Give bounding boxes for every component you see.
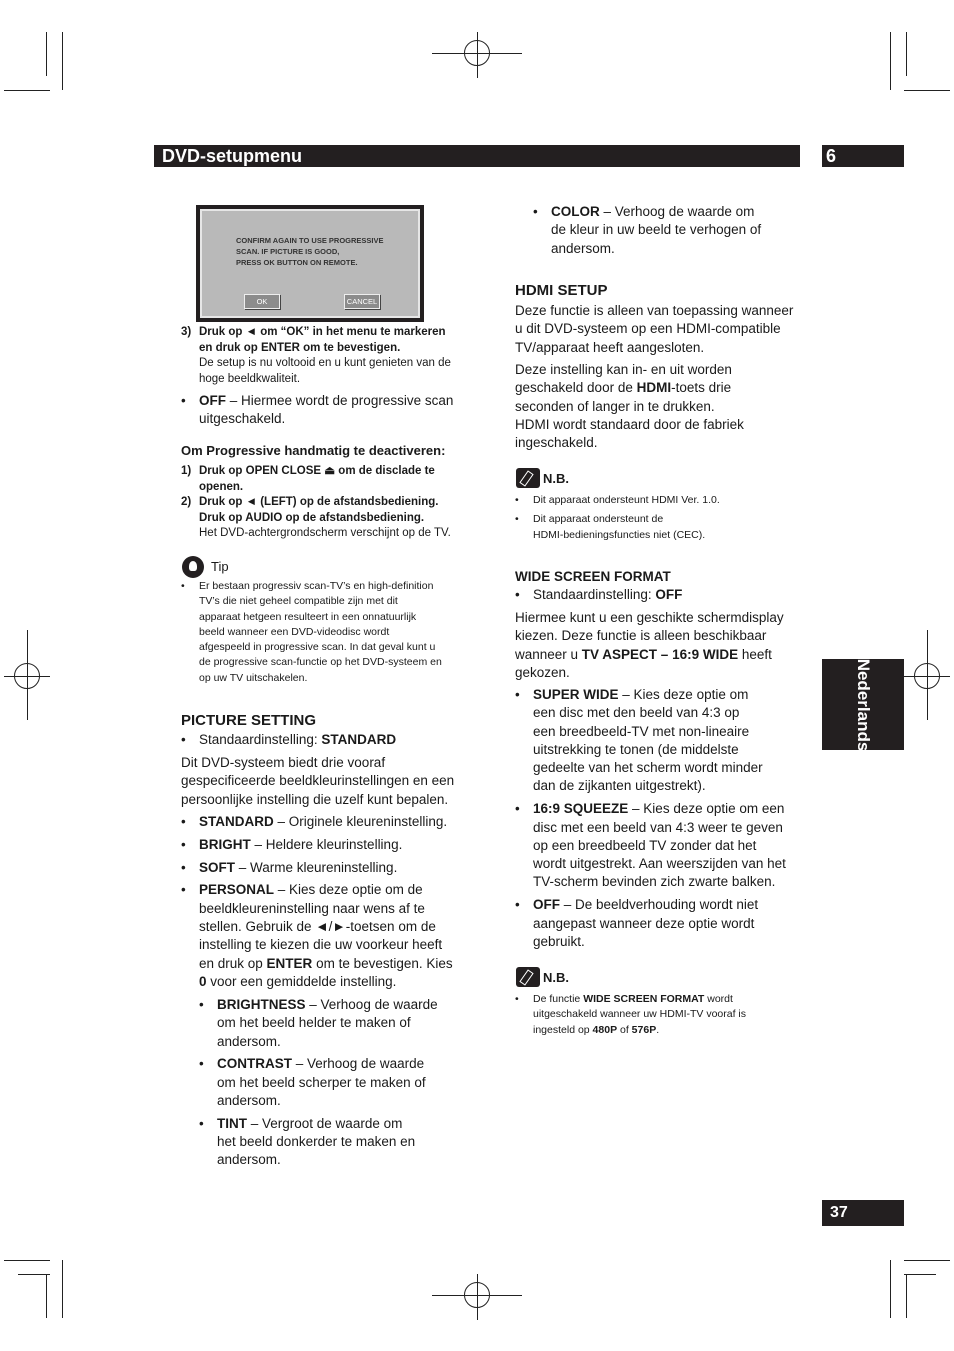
step-3: 3) Druk op ◄ om “OK” in het menu te markeren en druk op ENTER om te bevestigen. De setup is nu voltooid en u kunt genieten van de hoge beeldkwaliteit. — [181, 326, 451, 385]
page-number: 37 — [830, 1204, 848, 1221]
tv-screen-illustration — [196, 205, 424, 322]
ok-button[interactable]: OK — [244, 294, 280, 309]
confirm-message: CONFIRM AGAIN TO USE PROGRESSIVE SCAN. IF PICTURE IS GOOD, PRESS OK BUTTON ON REMOTE. — [236, 236, 384, 267]
wsf-options: • SUPER WIDE – Kies deze optie om een disc met den beeld van 4:3 op een breedbeeld-TV met non-lineaire uitstrekking te tonen (de middelste gedeelte van het scherm wordt minder dan de zijkanten uitgestrekt). • 16:9 SQUEEZE – Kies deze optie om een disc met een beeld van 4:3 weer te geven op een breedbeeld TV zonder dat het wordt uitgestrekt. Aan weerszijden van het TV-scherm bevinden zich zwarte balken. • OFF – De beeldverhouding wordt niet aangepast wanneer deze optie wordt gebruikt. — [515, 687, 786, 949]
wsf-default: • Standaardinstelling: OFF — [515, 587, 683, 602]
hdmi-intro: Deze functie is alleen van toepassing wanneer u dit DVD-systeem op een HDMI-compatible TV/apparaat heeft aangesloten. — [515, 303, 794, 355]
note-1-text: • Dit apparaat ondersteunt HDMI Ver. 1.0. • Dit apparaat ondersteunt de HDMI-bedieningsfuncties niet (CEC). — [515, 494, 720, 541]
off-bullet: • OFF – Hiermee wordt de progressive scan uitgeschakeld. — [181, 393, 454, 427]
tip-icon — [182, 556, 204, 578]
hdmi-toggle-text: Deze instelling kan in- en uit worden geschakeld door de HDMI-toets drie seconden of langer in te drukken. HDMI wordt standaard door de fabriek ingeschakeld. — [515, 362, 744, 451]
picture-setting-default: • Standaardinstelling: STANDARD — [181, 732, 397, 747]
wsf-intro: Hiermee kunt u een geschikte schermdisplay kiezen. Deze functie is alleen beschikbaar wanneer u TV ASPECT – 16:9 WIDE heeft gekozen. — [515, 610, 784, 680]
hdmi-setup-heading: HDMI SETUP — [515, 282, 608, 299]
wide-screen-format-heading: WIDE SCREEN FORMAT — [515, 569, 671, 584]
note-icon — [516, 468, 540, 488]
picture-setting-intro: Dit DVD-systeem biedt drie vooraf gespecificeerde beeldkleurinstellingen en een persoonlijke instelling die uzelf kunt bepalen. — [181, 755, 455, 807]
tip-text: • Er bestaan progressiv scan-TV’s en high-definition TV’s die niet geheel compatible zijn met dit apparaat hetgeen resulteert in een onnatuurlijk beeld wanneer een DVD-videodisc wordt afgespeeld in progressive scan. In dat geval kunt u de progressive scan-functie op het DVD-systeem en op uw TV uitschakelen. — [181, 580, 442, 684]
note-label-1: N.B. — [543, 471, 569, 486]
section-title: DVD-setupmenu — [162, 146, 303, 166]
chapter-number: 6 — [826, 146, 837, 166]
note-label-2: N.B. — [543, 970, 569, 985]
picture-options: • STANDARD – Originele kleureninstelling. • BRIGHT – Heldere kleurinstelling. • SOFT – Warme kleureninstelling. • PERSONAL – Kies deze optie om de beeldkleureninstelling naar wens af te stellen. Gebruik de ◄/►-toetsen om de instelling te kiezen die uw voorkeur heeft en druk op ENTER om te bevestigen. Kies 0 voor een gemiddelde instelling. — [181, 814, 453, 989]
language-tab — [822, 659, 904, 750]
deactivate-heading: Om Progressive handmatig te deactiveren: — [181, 443, 446, 458]
cancel-button[interactable]: CANCEL — [344, 294, 380, 309]
color-option: • COLOR – Verhoog de waarde om de kleur in uw beeld te verhogen of andersom. — [533, 204, 762, 256]
note-2-text: • De functie WIDE SCREEN FORMAT wordt uitgeschakeld wanneer uw HDMI-TV vooraf is ingesteld op 480P of 576P. — [515, 993, 747, 1036]
picture-setting-heading: PICTURE SETTING — [181, 712, 317, 729]
personal-sub-options: • BRIGHTNESS – Verhoog de waarde om het beeld helder te maken of andersom. • CONTRAST – Verhoog de waarde om het beeld scherper te maken of andersom. • TINT – Vergroot de waarde om het beeld donkerder te maken en andersom. — [199, 997, 438, 1168]
tv-screen-dialog — [200, 209, 420, 318]
page-number-box — [822, 1200, 904, 1226]
chapter-box — [822, 145, 904, 167]
language-label: Nederlands — [854, 658, 873, 751]
note-icon — [516, 967, 540, 987]
deactivate-steps: 1) Druk op OPEN CLOSE ⏏ om de disclade te openen. 2) Druk op ◄ (LEFT) op de afstandsbediening. Druk op AUDIO op de afstandsbediening. Het DVD-achtergrondscherm verschijnt op de TV. — [181, 465, 451, 539]
tip-label: Tip — [211, 559, 229, 574]
section-header-bar — [154, 145, 800, 167]
